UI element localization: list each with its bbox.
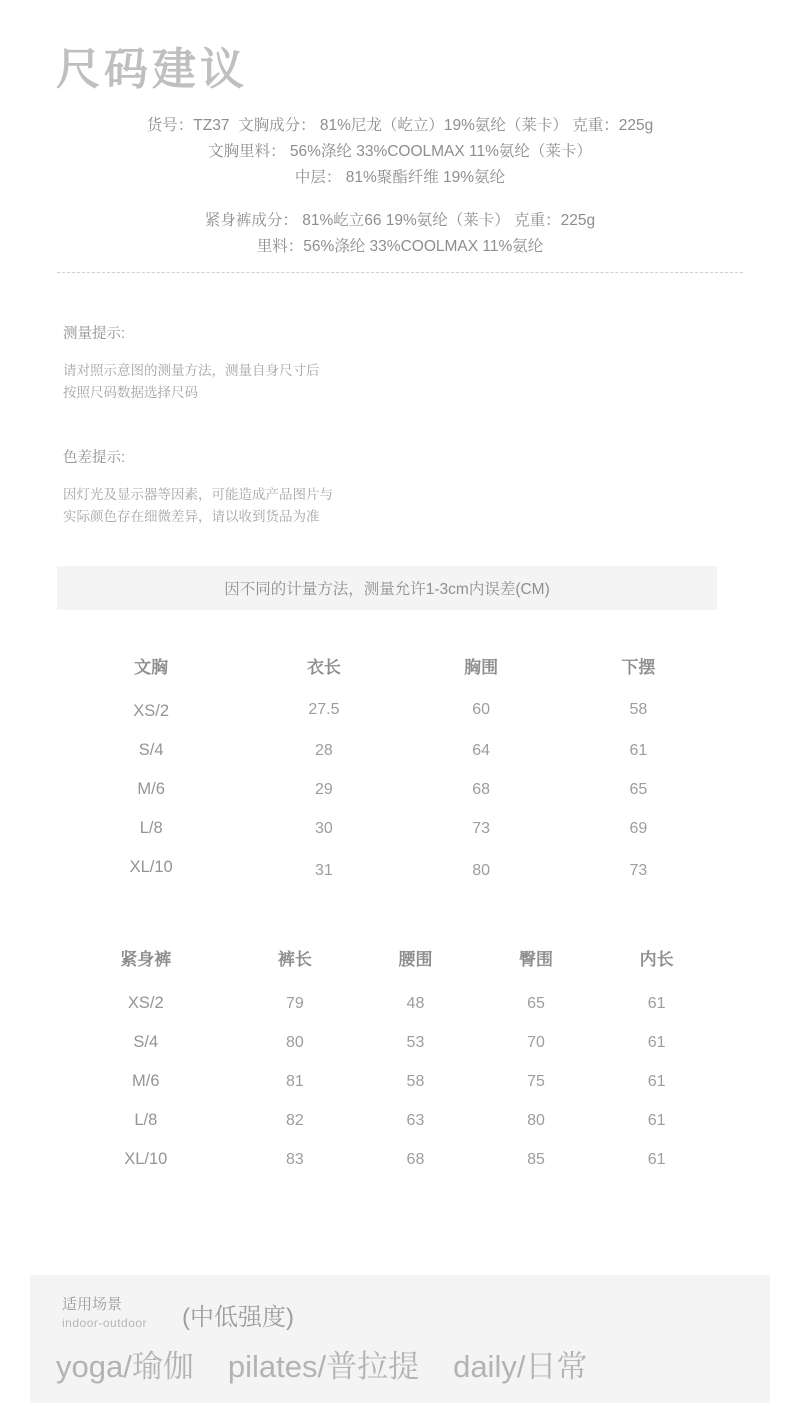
value-cell: 68: [472, 780, 491, 798]
size-cell: S/4: [138, 741, 164, 759]
value-cell: 30: [315, 819, 333, 837]
value-cell: 63: [406, 1111, 425, 1129]
column-header: 下摆: [621, 658, 656, 677]
size-cell: S/4: [133, 1033, 159, 1051]
intensity-label: (中低强度): [182, 1304, 294, 1331]
page-title: 尺码建议: [56, 45, 248, 94]
tolerance-text: 因不同的计量方法，测量允许1-3cm内误差(CM): [224, 581, 550, 598]
value-cell: 28: [315, 741, 333, 759]
leggings-size-table: [57, 944, 717, 1179]
note-heading: 测量提示:: [63, 326, 126, 342]
scene-sublabel: indoor-outdoor: [62, 1316, 148, 1330]
size-cell: M/6: [132, 1072, 160, 1090]
value-cell: 61: [647, 994, 666, 1012]
value-cell: 27.5: [308, 700, 340, 718]
size-cell: XS/2: [133, 702, 170, 720]
size-cell: M/6: [137, 780, 165, 798]
bra-size-table: [57, 652, 717, 887]
value-cell: 68: [406, 1150, 425, 1168]
value-cell: 29: [315, 780, 333, 798]
value-cell: 58: [406, 1072, 425, 1090]
column-header: 臀围: [519, 950, 554, 969]
size-cell: XL/10: [129, 858, 173, 876]
usage-banner: [30, 1275, 770, 1403]
value-cell: 61: [647, 1150, 666, 1168]
composition-line: 文胸里料： 56%涤纶 33%COOLMAX 11%氨纶（莱卡）: [208, 143, 592, 160]
scene-label: 适用场景: [62, 1296, 123, 1313]
column-header: 衣长: [306, 658, 341, 677]
value-cell: 48: [406, 994, 425, 1012]
value-cell: 80: [285, 1033, 304, 1051]
value-cell: 83: [285, 1150, 304, 1168]
notes-section: [63, 322, 663, 528]
column-header: 裤长: [277, 950, 312, 969]
table-row: [57, 692, 717, 731]
value-cell: 61: [647, 1033, 666, 1051]
value-cell: 65: [527, 994, 545, 1012]
table-row: [57, 1062, 717, 1101]
table-row: [57, 984, 717, 1023]
size-cell: XS/2: [127, 994, 164, 1012]
tolerance-banner: [57, 566, 717, 610]
note-heading: 色差提示:: [63, 450, 126, 466]
value-cell: 79: [285, 994, 304, 1012]
divider: [57, 272, 743, 273]
value-cell: 85: [527, 1150, 545, 1168]
value-cell: 80: [472, 861, 491, 879]
column-header: 内长: [639, 950, 674, 969]
value-cell: 70: [527, 1033, 545, 1051]
column-header: 腰围: [398, 950, 433, 969]
composition-line: 货号：TZ37 文胸成分： 81%尼龙（屹立）19%氨纶（莱卡） 克重：225g: [146, 117, 654, 134]
column-header: 文胸: [134, 658, 169, 677]
value-cell: 73: [629, 861, 648, 879]
table-row: [57, 1101, 717, 1140]
value-cell: 61: [647, 1072, 666, 1090]
size-cell: XL/10: [124, 1150, 168, 1168]
note-body-line: 实际颜色存在细微差异，请以收到货品为准: [63, 509, 320, 524]
composition-block: [0, 113, 800, 260]
value-cell: 65: [629, 780, 648, 798]
use-item: yoga/瑜伽: [56, 1349, 194, 1384]
value-cell: 80: [527, 1111, 545, 1129]
note-body-line: 因灯光及显示器等因素，可能造成产品图片与: [63, 487, 333, 502]
value-cell: 58: [629, 700, 648, 718]
color-note: [63, 446, 663, 528]
table-header-row: [57, 652, 717, 692]
use-item: pilates/普拉提: [227, 1349, 420, 1384]
size-cell: L/8: [134, 1111, 158, 1129]
table-row: [57, 1140, 717, 1179]
composition-line: 里料：56%涤纶 33%COOLMAX 11%氨纶: [256, 238, 544, 255]
value-cell: 60: [472, 700, 491, 718]
table-row: [57, 731, 717, 770]
value-cell: 61: [629, 741, 648, 759]
measurement-note: [63, 322, 663, 404]
table-row: [57, 770, 717, 809]
value-cell: 64: [472, 741, 491, 759]
table-row: [57, 809, 717, 848]
value-cell: 75: [527, 1072, 545, 1090]
use-list: [56, 1341, 756, 1386]
column-header: 紧身裤: [120, 950, 172, 969]
scene-label-group: [62, 1295, 147, 1333]
note-body-line: 请对照示意图的测量方法，测量自身尺寸后: [63, 363, 320, 378]
column-header: 胸围: [464, 658, 499, 677]
use-item: daily/日常: [453, 1349, 588, 1384]
value-cell: 69: [629, 819, 648, 837]
composition-line: 紧身裤成分： 81%屹立66 19%氨纶（莱卡） 克重：225g: [204, 212, 596, 229]
composition-line: 中层： 81%聚酯纤维 19%氨纶: [294, 169, 506, 186]
value-cell: 82: [285, 1111, 304, 1129]
table-row: [57, 1023, 717, 1062]
note-body-line: 按照尺码数据选择尺码: [63, 385, 198, 400]
value-cell: 31: [315, 861, 333, 879]
size-cell: L/8: [139, 819, 163, 837]
value-cell: 81: [285, 1072, 304, 1090]
value-cell: 53: [406, 1033, 425, 1051]
table-header-row: [57, 944, 717, 984]
value-cell: 61: [647, 1111, 666, 1129]
table-row: [57, 848, 717, 887]
value-cell: 73: [472, 819, 491, 837]
